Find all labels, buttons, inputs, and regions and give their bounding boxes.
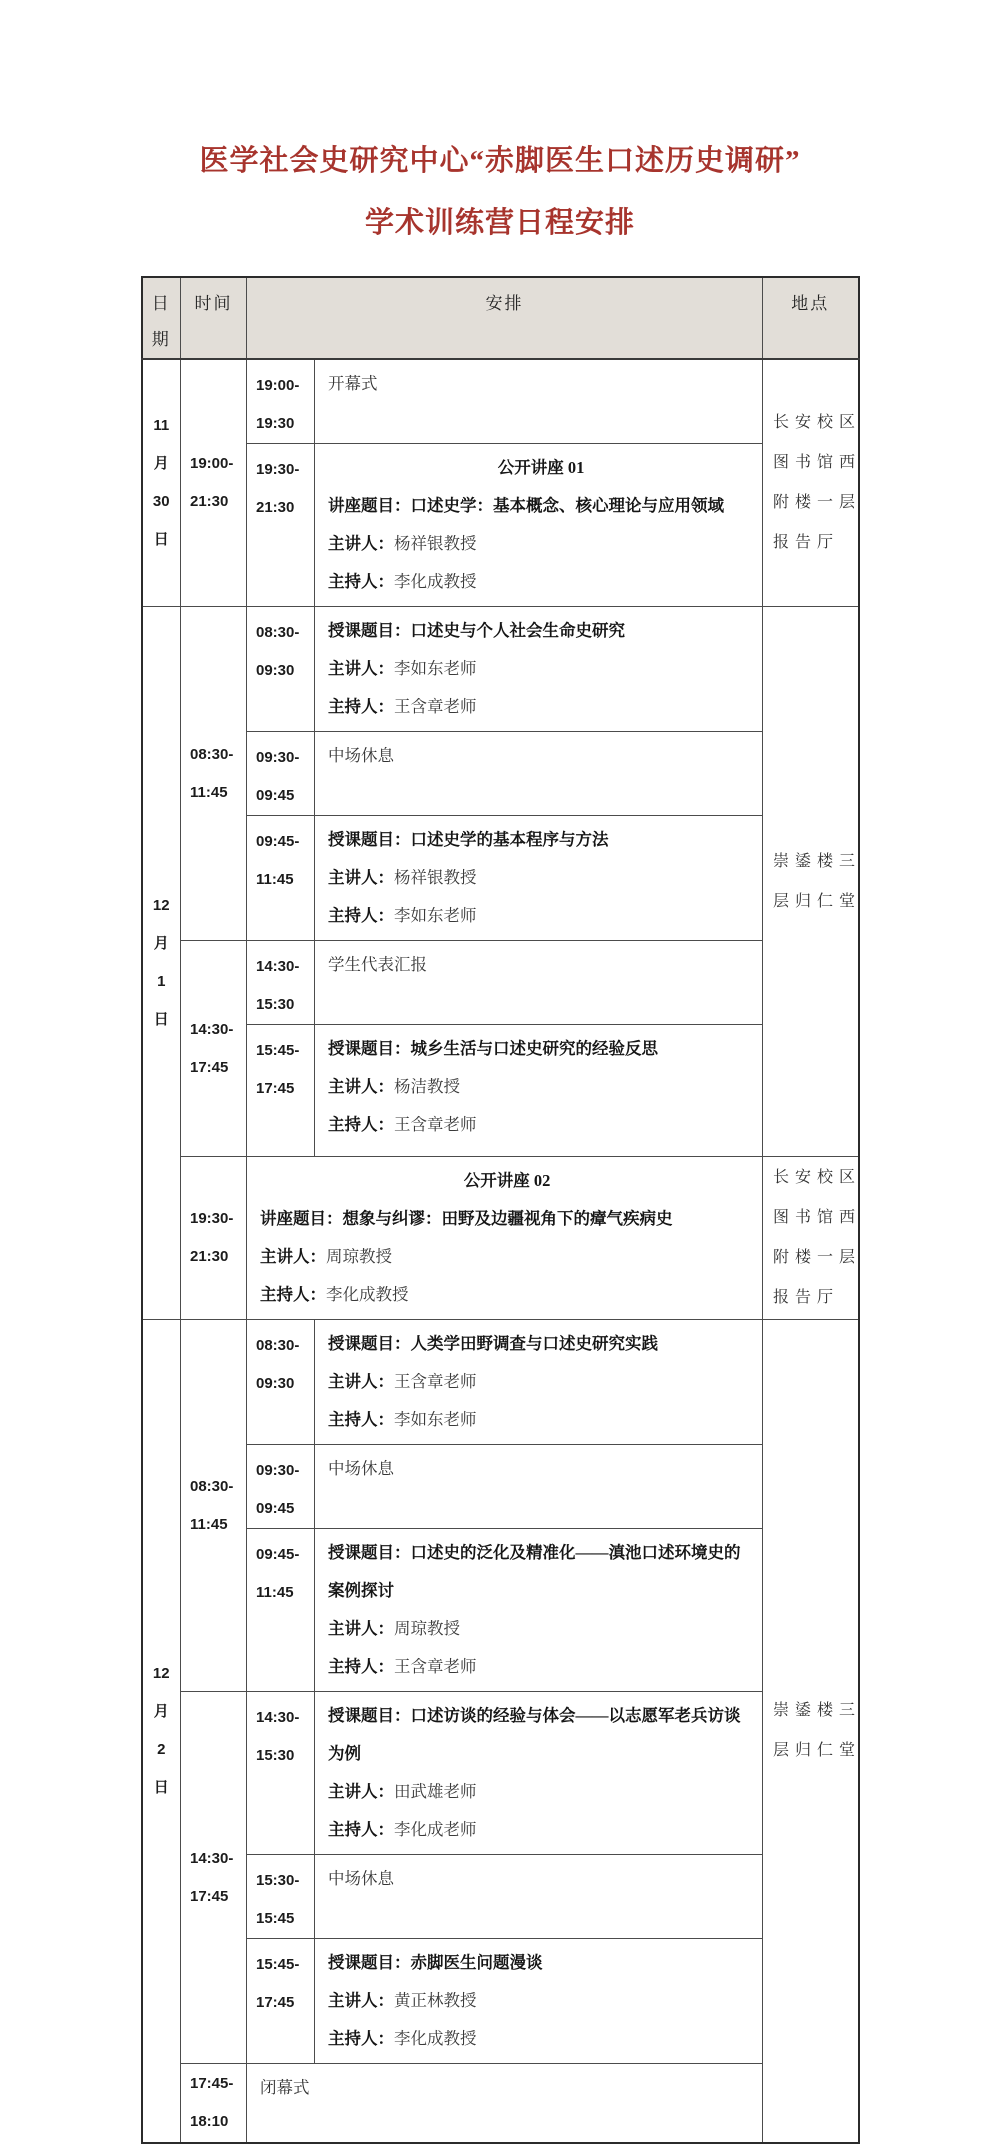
speaker-line (328, 1068, 754, 1106)
speaker-label: 主讲人： (328, 1372, 394, 1391)
host-line (328, 688, 754, 726)
subtime-cell-dec2-s4: 15:45- 17:45 (247, 1939, 315, 2064)
subtime-cell-dec1-s1: 08:30- 09:30 (247, 607, 315, 732)
row-dec1-break (142, 732, 859, 816)
column-header-plan: 安排 (247, 277, 763, 359)
topic-line: 授课题目：城乡生活与口述史研究的经验反思 (328, 1039, 658, 1058)
subtime-cell-dec1-break: 09:30- 09:45 (247, 732, 315, 816)
content-cell-dec2-s1 (315, 1320, 763, 1445)
content-cell-dec2-break2 (315, 1855, 763, 1939)
document-title-block (0, 0, 1000, 254)
host-name: 李化成教授 (326, 1285, 409, 1304)
subtime-cell-dec1-s2: 09:45- 11:45 (247, 816, 315, 941)
time-cell-dec1-afternoon: 14:30- 17:45 (181, 941, 247, 1157)
content-cell-dec1-s1 (315, 607, 763, 732)
host-label: 主持人： (328, 1657, 394, 1676)
subtime-cell-dec2-s1: 08:30- 09:30 (247, 1320, 315, 1445)
subtime-cell-dec1-s3: 15:45- 17:45 (247, 1025, 315, 1157)
host-label: 主持人： (260, 1285, 326, 1304)
time-cell-dec2-afternoon: 14:30- 17:45 (181, 1692, 247, 2064)
date-cell-dec1: 12 月 1 日 (142, 607, 181, 1320)
row-dec2-break1 (142, 1445, 859, 1529)
speaker-name: 黄正林教授 (394, 1991, 477, 2010)
content-cell-dec2-s4 (315, 1939, 763, 2064)
event-text: 中场休息 (328, 1869, 394, 1888)
content-cell-dec2-break1 (315, 1445, 763, 1529)
content-cell-closing (247, 2064, 763, 2144)
speaker-line (328, 525, 754, 563)
topic-line: 授课题目：口述访谈的经验与体会——以志愿军老兵访谈为例 (328, 1706, 741, 1763)
subtime-cell-dec2-s2: 09:45- 11:45 (247, 1529, 315, 1692)
row-opening-ceremony (142, 359, 859, 444)
host-line (328, 2020, 754, 2058)
content-cell-dec1-break (315, 732, 763, 816)
content-cell-lecture02 (247, 1157, 763, 1320)
row-public-lecture-02 (142, 1157, 859, 1320)
host-label: 主持人： (328, 1115, 394, 1134)
host-label: 主持人： (328, 697, 394, 716)
host-line (328, 1401, 754, 1439)
session-title: 公开讲座 01 (497, 458, 585, 477)
row-dec2-break2 (142, 1855, 859, 1939)
time-cell-dec2-morning: 08:30- 11:45 (181, 1320, 247, 1692)
schedule-table (141, 276, 860, 2144)
host-name: 李化成教授 (394, 2029, 477, 2048)
host-label: 主持人： (328, 1820, 394, 1839)
content-cell-dec2-s3 (315, 1692, 763, 1855)
host-name: 李如东老师 (394, 906, 477, 925)
subtime-cell-dec2-break1: 09:30- 09:45 (247, 1445, 315, 1529)
row-public-lecture-01 (142, 444, 859, 607)
topic-line: 授课题目：人类学田野调查与口述史研究实践 (328, 1334, 658, 1353)
column-header-date: 日 期 (142, 277, 181, 359)
speaker-line (328, 1363, 754, 1401)
speaker-name: 杨祥银教授 (394, 868, 477, 887)
event-text: 闭幕式 (260, 2078, 310, 2097)
host-label: 主持人： (328, 2029, 394, 2048)
location-cell-library-1: 长安校区 图书馆西 附楼一层 报告厅 (763, 359, 859, 607)
date-cell-dec2: 12 月 2 日 (142, 1320, 181, 2144)
host-label: 主持人： (328, 1410, 394, 1429)
date-cell-nov30: 11 月 30 日 (142, 359, 181, 607)
topic-line: 讲座题目：口述史学：基本概念、核心理论与应用领域 (328, 496, 724, 515)
topic-line: 授课题目：口述史学的基本程序与方法 (328, 830, 609, 849)
row-dec2-session2 (142, 1529, 859, 1692)
event-text: 开幕式 (328, 374, 378, 393)
time-cell-closing: 17:45- 18:10 (181, 2064, 247, 2144)
location-cell-chongwu-2: 崇鋈楼三 层归仁堂 (763, 1320, 859, 2144)
row-dec2-session3 (142, 1692, 859, 1855)
host-label: 主持人： (328, 906, 394, 925)
speaker-label: 主讲人： (328, 534, 394, 553)
time-cell-dec1-morning: 08:30- 11:45 (181, 607, 247, 941)
speaker-name: 周琼教授 (394, 1619, 460, 1638)
subtime-cell-lecture01: 19:30- 21:30 (247, 444, 315, 607)
host-line (328, 897, 754, 935)
speaker-line (328, 1773, 754, 1811)
host-name: 王含章老师 (394, 697, 477, 716)
subtime-cell-dec2-break2: 15:30- 15:45 (247, 1855, 315, 1939)
column-header-time: 时间 (181, 277, 247, 359)
session-title: 公开讲座 02 (463, 1171, 551, 1190)
table-header-row (142, 277, 859, 359)
host-name: 李化成老师 (394, 1820, 477, 1839)
column-header-location: 地点 (763, 277, 859, 359)
host-line (328, 563, 754, 601)
topic-line: 授课题目：口述史的泛化及精准化——滇池口述环境史的案例探讨 (328, 1543, 741, 1600)
speaker-label: 主讲人： (328, 1077, 394, 1096)
speaker-line (328, 1610, 754, 1648)
content-cell-dec1-s3 (315, 1025, 763, 1157)
event-text: 学生代表汇报 (328, 955, 427, 974)
location-cell-library-2: 长安校区 图书馆西 附楼一层 报告厅 (763, 1157, 859, 1320)
speaker-label: 主讲人： (328, 1782, 394, 1801)
topic-line: 授课题目：赤脚医生问题漫谈 (328, 1953, 543, 1972)
host-line (328, 1648, 754, 1686)
row-closing-ceremony (142, 2064, 859, 2144)
topic-line: 讲座题目：想象与纠谬：田野及边疆视角下的瘴气疾病史 (260, 1209, 673, 1228)
speaker-label: 主讲人： (328, 1619, 394, 1638)
speaker-name: 田武雄老师 (394, 1782, 477, 1801)
speaker-line (328, 1982, 754, 2020)
row-dec2-session4 (142, 1939, 859, 2064)
host-label: 主持人： (328, 572, 394, 591)
content-cell-dec2-s2 (315, 1529, 763, 1692)
host-line (328, 1106, 754, 1144)
event-text: 中场休息 (328, 746, 394, 765)
time-cell-nov30-evening: 19:00- 21:30 (181, 359, 247, 607)
row-dec1-session2 (142, 816, 859, 941)
host-name: 王含章老师 (394, 1657, 477, 1676)
speaker-name: 周琼教授 (326, 1247, 392, 1266)
speaker-name: 杨祥银教授 (394, 534, 477, 553)
content-cell-opening (315, 359, 763, 444)
host-name: 王含章老师 (394, 1115, 477, 1134)
content-cell-lecture01 (315, 444, 763, 607)
location-cell-chongwu-1: 崇鋈楼三 层归仁堂 (763, 607, 859, 1157)
speaker-label: 主讲人： (328, 1991, 394, 2010)
speaker-label: 主讲人： (328, 659, 394, 678)
speaker-label: 主讲人： (328, 868, 394, 887)
row-dec1-session1 (142, 607, 859, 732)
speaker-line (328, 859, 754, 897)
row-dec2-session1 (142, 1320, 859, 1445)
subtime-cell-dec2-s3: 14:30- 15:30 (247, 1692, 315, 1855)
page-title-line2: 学术训练营日程安排 (364, 207, 635, 239)
content-cell-dec1-report (315, 941, 763, 1025)
page-title-line1: 医学社会史研究中心“赤脚医生口述历史调研” (199, 145, 801, 177)
speaker-name: 王含章老师 (394, 1372, 477, 1391)
host-line (260, 1276, 754, 1314)
speaker-line (328, 650, 754, 688)
subtime-cell-dec1-report: 14:30- 15:30 (247, 941, 315, 1025)
content-cell-dec1-s2 (315, 816, 763, 941)
subtime-cell-opening: 19:00- 19:30 (247, 359, 315, 444)
speaker-label: 主讲人： (260, 1247, 326, 1266)
time-cell-dec1-evening: 19:30- 21:30 (181, 1157, 247, 1320)
speaker-name: 杨洁教授 (394, 1077, 460, 1096)
speaker-name: 李如东老师 (394, 659, 477, 678)
row-dec1-student-report (142, 941, 859, 1025)
host-name: 李化成教授 (394, 572, 477, 591)
host-name: 李如东老师 (394, 1410, 477, 1429)
topic-line: 授课题目：口述史与个人社会生命史研究 (328, 621, 625, 640)
host-line (328, 1811, 754, 1849)
speaker-line (260, 1238, 754, 1276)
row-dec1-session3 (142, 1025, 859, 1157)
event-text: 中场休息 (328, 1459, 394, 1478)
